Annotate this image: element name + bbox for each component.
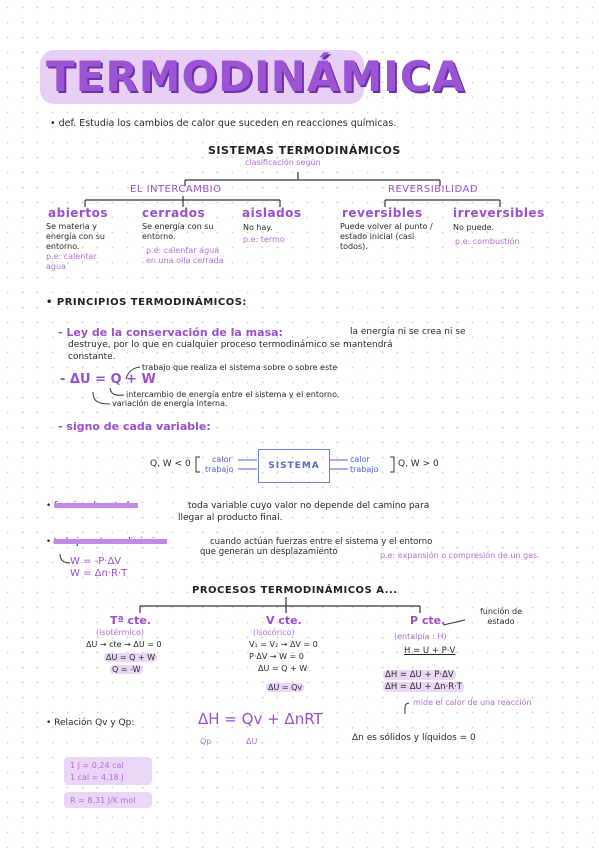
irreversibles-desc: No puede. [453,223,495,232]
trabajo-left: trabajo [205,465,234,474]
calor-right: calor [350,455,370,464]
procesos-heading: PROCESOS TERMODINÁMICOS A... [192,585,398,596]
cerrados-desc: Se energía con su entorno. [142,222,214,241]
proceso-v-line-3: ΔU = Q + W [258,664,308,673]
proceso-v-line-4 [266,682,304,693]
proceso-t-title: Tª cte. [110,614,151,627]
relacion-note: Δn es sólidos y líquidos = 0 [352,733,476,743]
relacion-du: ΔU [246,737,258,746]
trabajo-termo-text-1: cuando actúan fuerzas entre el sistema y el entorno [210,537,433,547]
calor-left: calor [212,455,232,464]
cerrados-example: p.e: calentar agua en una olla cerrada [146,246,224,265]
ley-text-3: constante. [68,352,116,362]
reversibles-desc: Puede volver al punto / estado inicial (casi todos). [340,222,433,251]
proceso-p-title: P cte. [410,614,446,627]
funcion-estado-note: función de estado [479,607,523,626]
funcion-text-1: toda variable cuyo valor no depende del camino para [188,501,430,511]
note-cal: 1 cal = 4,18 J [70,773,124,782]
relacion-formula: ΔH = Qv + ΔnRT [198,710,323,728]
cerrados-label: cerrados [142,206,206,220]
relacion-label: • Relación Qv y Qp: [46,718,135,728]
funcion-label: • funcion de estado: [46,501,138,511]
sistema-label: SISTEMA [268,461,320,471]
abiertos-label: abiertos [48,206,108,220]
note-r: R = 8,31 J/K mol [70,796,136,805]
proceso-p-line-2-text: ΔH = ΔU + P·ΔV [385,670,454,680]
reversibles-label: reversibles [342,206,423,220]
proceso-p-line-2 [383,670,456,681]
sistema-box [258,449,330,483]
irreversibles-label: irreversibles [453,206,545,220]
proceso-p-sub: (entalpía : H) [394,632,447,641]
proceso-v-title: V cte. [266,614,302,627]
principios-heading: • PRINCIPIOS TERMODINÁMICOS: [46,297,247,308]
intercambio-note: intercambio de energía entre el sistema y el entorno. [126,390,340,399]
page-title: TERMODINÁMICA [46,52,466,101]
proceso-p-line-1: H = U + P·V [404,646,456,656]
proceso-p-line-3 [383,682,464,693]
trabajo-termo-text-2: que generan un desplazamiento [200,547,338,557]
proceso-v-sub: (isocórico) [253,628,295,637]
proceso-t-line-3 [110,664,143,675]
aislados-label: aislados [242,206,302,220]
ley-text-1: la energía ni se crea ni se [350,327,466,337]
work-formula-1: W = -P·ΔV [70,556,122,567]
ley-text-2: destruye, por lo que en cualquier proceso termodinámico se mantendrá [68,340,393,350]
sistemas-subheading: clasificación según [245,158,321,167]
trabajo-right: trabajo [350,465,379,474]
trabajo-termo-example: p.e: expansión o compresión de un gas. [380,551,540,560]
trabajo-note: trabajo que realiza el sistema sobre o sobre este [142,363,338,372]
irreversibles-example: p.e: combustión [455,237,520,246]
trabajo-termo-label-text: trabajo en termodinámica: [53,537,168,547]
proceso-v-line-2: P·ΔV → W = 0 [249,652,304,661]
relacion-qp: Qp [200,737,212,746]
aislados-example: p.e: termo [243,235,285,244]
right-sign: Q, W > 0 [398,459,439,469]
variacion-note: variación de energía interna. [112,399,228,408]
proceso-p-line-3-text: ΔH = ΔU + Δn·R·T [385,682,462,692]
abiertos-desc: Se materia y energía con su entorno. [46,222,105,251]
proceso-t-line-2 [104,652,157,663]
proceso-p-note: mide el calor de una reacción [413,698,532,707]
proceso-t-line-2-text: ΔU = Q + W [106,653,156,662]
aislados-desc: No hay. [243,223,273,232]
group-reversibilidad: REVERSIBILIDAD [388,184,479,195]
work-formula-2: W = Δn·R·T [70,568,128,579]
signo-title: - signo de cada variable: [58,420,211,433]
proceso-v-line-1: V₁ = V₂ → ΔV = 0 [249,640,318,649]
sistemas-heading: SISTEMAS TERMODINÁMICOS [208,144,401,157]
funcion-text-2: llegar al producto final. [178,513,283,523]
note-joule: 1 J = 0,24 cal [70,761,124,770]
proceso-t-line-3-text: Q = -W [112,665,141,674]
funcion-label-text: funcion de estado: [54,501,138,511]
energy-formula: - ΔU = Q + W [60,372,156,387]
proceso-t-sub: (isotérmico) [96,628,145,637]
group-intercambio: EL INTERCAMBIO [130,184,222,195]
proceso-v-line-4-text: ΔU = Qv [268,683,303,692]
abiertos-example: p.e: calentar agua [46,252,97,271]
ley-title: - Ley de la conservación de la masa: [58,326,283,339]
trabajo-termo-label: • trabajo en termodinámica: [46,537,168,547]
left-sign: Q, W < 0 [150,459,191,469]
definition: • def. Estudia los cambios de calor que suceden en reacciones químicas. [50,118,397,129]
proceso-t-line-1: ΔU → cte → ΔU = 0 [86,640,162,649]
